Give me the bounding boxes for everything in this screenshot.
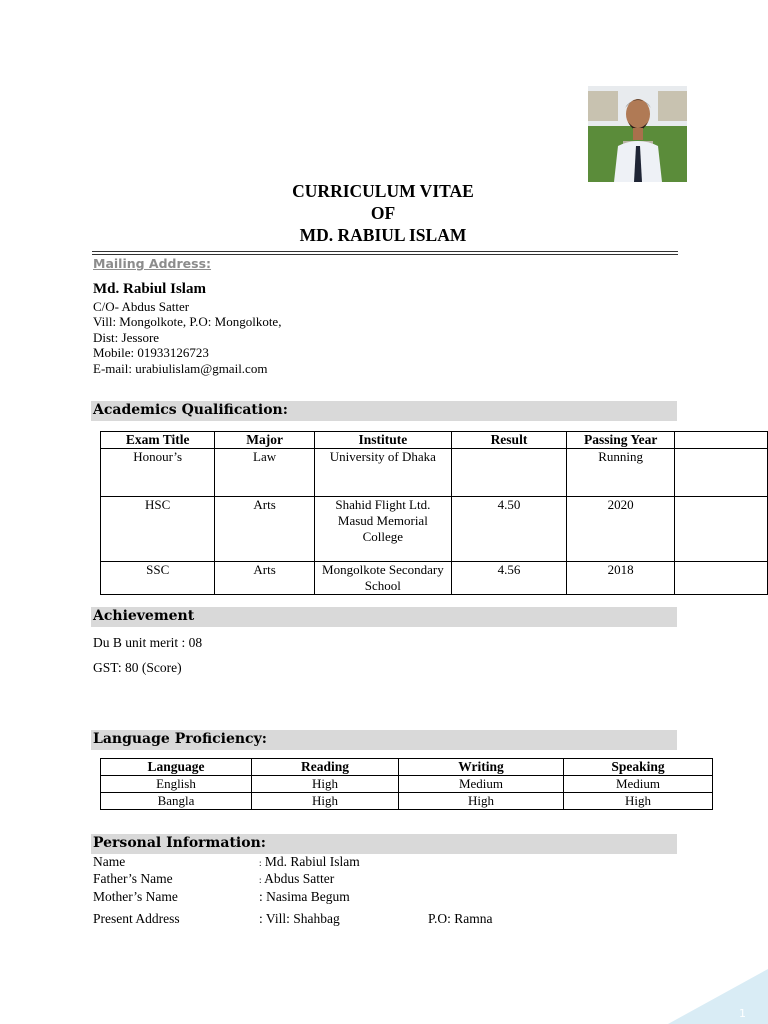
email-line: E-mail: urabiulislam@gmail.com (93, 361, 268, 376)
achievement-item: GST: 80 (Score) (93, 660, 182, 675)
column-header: Writing (399, 759, 564, 776)
title-line-2: OF (370, 203, 396, 223)
language-table (100, 758, 713, 810)
column-header: Reading (252, 759, 399, 776)
table-cell: HSC (101, 497, 215, 562)
table-cell: SSC (101, 562, 215, 595)
table-row (101, 793, 713, 810)
table-cell: University of Dhaka (314, 449, 451, 497)
name-value-row (259, 854, 360, 870)
achievement-section-bar (91, 607, 677, 627)
language-heading: Language Proficiency: (93, 731, 267, 747)
mailing-address-heading: Mailing Address: (93, 256, 212, 271)
table-row (101, 562, 768, 595)
table-cell: Medium (399, 776, 564, 793)
table-cell: High (252, 793, 399, 810)
title-line-3: MD. RABIUL ISLAM (299, 225, 467, 245)
academics-table (100, 431, 768, 595)
present-address-label: Present Address (93, 911, 180, 926)
academics-heading: Academics Qualification: (93, 402, 288, 418)
address-line: Dist: Jessore (93, 330, 160, 345)
address-line: C/O- Abdus Satter (93, 299, 190, 314)
father-value-row (259, 871, 334, 887)
table-cell: Arts (215, 497, 314, 562)
table-cell: High (399, 793, 564, 810)
table-cell: Running (566, 449, 674, 497)
divider (92, 254, 678, 255)
language-section-bar (91, 730, 677, 750)
table-cell (675, 497, 768, 562)
father-value: Abdus Satter (264, 871, 335, 886)
table-cell: Mongolkote Secondary School (314, 562, 451, 595)
table-cell: High (564, 793, 713, 810)
mother-value: : Nasima Begum (259, 889, 350, 904)
column-header: Language (101, 759, 252, 776)
person-photo-illustration (588, 86, 687, 182)
table-header-row (101, 759, 713, 776)
name-value: Md. Rabiul Islam (264, 854, 360, 869)
table-header-row (101, 432, 768, 449)
column-header: Institute (314, 432, 451, 449)
table-cell: Medium (564, 776, 713, 793)
profile-photo (588, 86, 687, 182)
table-cell (451, 449, 566, 497)
present-address-po: P.O: Ramna (428, 911, 493, 926)
table-cell: 2018 (566, 562, 674, 595)
present-address-value: : Vill: Shahbag (259, 911, 340, 926)
divider (92, 251, 678, 252)
colon: : (259, 858, 262, 868)
table-row (101, 449, 768, 497)
personal-section-bar (91, 834, 677, 854)
colon: : (259, 875, 262, 885)
column-header: Major (215, 432, 314, 449)
table-row (101, 497, 768, 562)
column-header (675, 432, 768, 449)
table-cell: Law (215, 449, 314, 497)
personal-heading: Personal Information: (93, 835, 266, 851)
name-label: Name (93, 854, 126, 869)
mailing-name: Md. Rabiul Islam (93, 281, 206, 297)
address-line: Vill: Mongolkote, P.O: Mongolkote, (93, 314, 282, 329)
mobile-line: Mobile: 01933126723 (93, 345, 209, 360)
cv-title (0, 180, 768, 246)
table-cell: Arts (215, 562, 314, 595)
table-cell: 4.50 (451, 497, 566, 562)
page-corner-decoration (668, 969, 768, 1024)
table-cell (675, 449, 768, 497)
table-row (101, 776, 713, 793)
table-cell: English (101, 776, 252, 793)
table-cell: Shahid Flight Ltd. Masud Memorial College (314, 497, 451, 562)
achievement-heading: Achievement (93, 608, 195, 624)
page-number: 1 (739, 1007, 746, 1020)
title-line-1: CURRICULUM VITAE (292, 181, 474, 201)
table-cell: Bangla (101, 793, 252, 810)
table-cell: High (252, 776, 399, 793)
column-header: Exam Title (101, 432, 215, 449)
academics-section-bar (91, 401, 677, 421)
table-cell (675, 562, 768, 595)
achievement-item: Du B unit merit : 08 (93, 635, 203, 650)
table-cell: Honour’s (101, 449, 215, 497)
table-cell: 2020 (566, 497, 674, 562)
father-label: Father’s Name (93, 871, 173, 886)
column-header: Result (451, 432, 566, 449)
mother-label: Mother’s Name (93, 889, 178, 904)
column-header: Speaking (564, 759, 713, 776)
table-cell: 4.56 (451, 562, 566, 595)
column-header: Passing Year (566, 432, 674, 449)
